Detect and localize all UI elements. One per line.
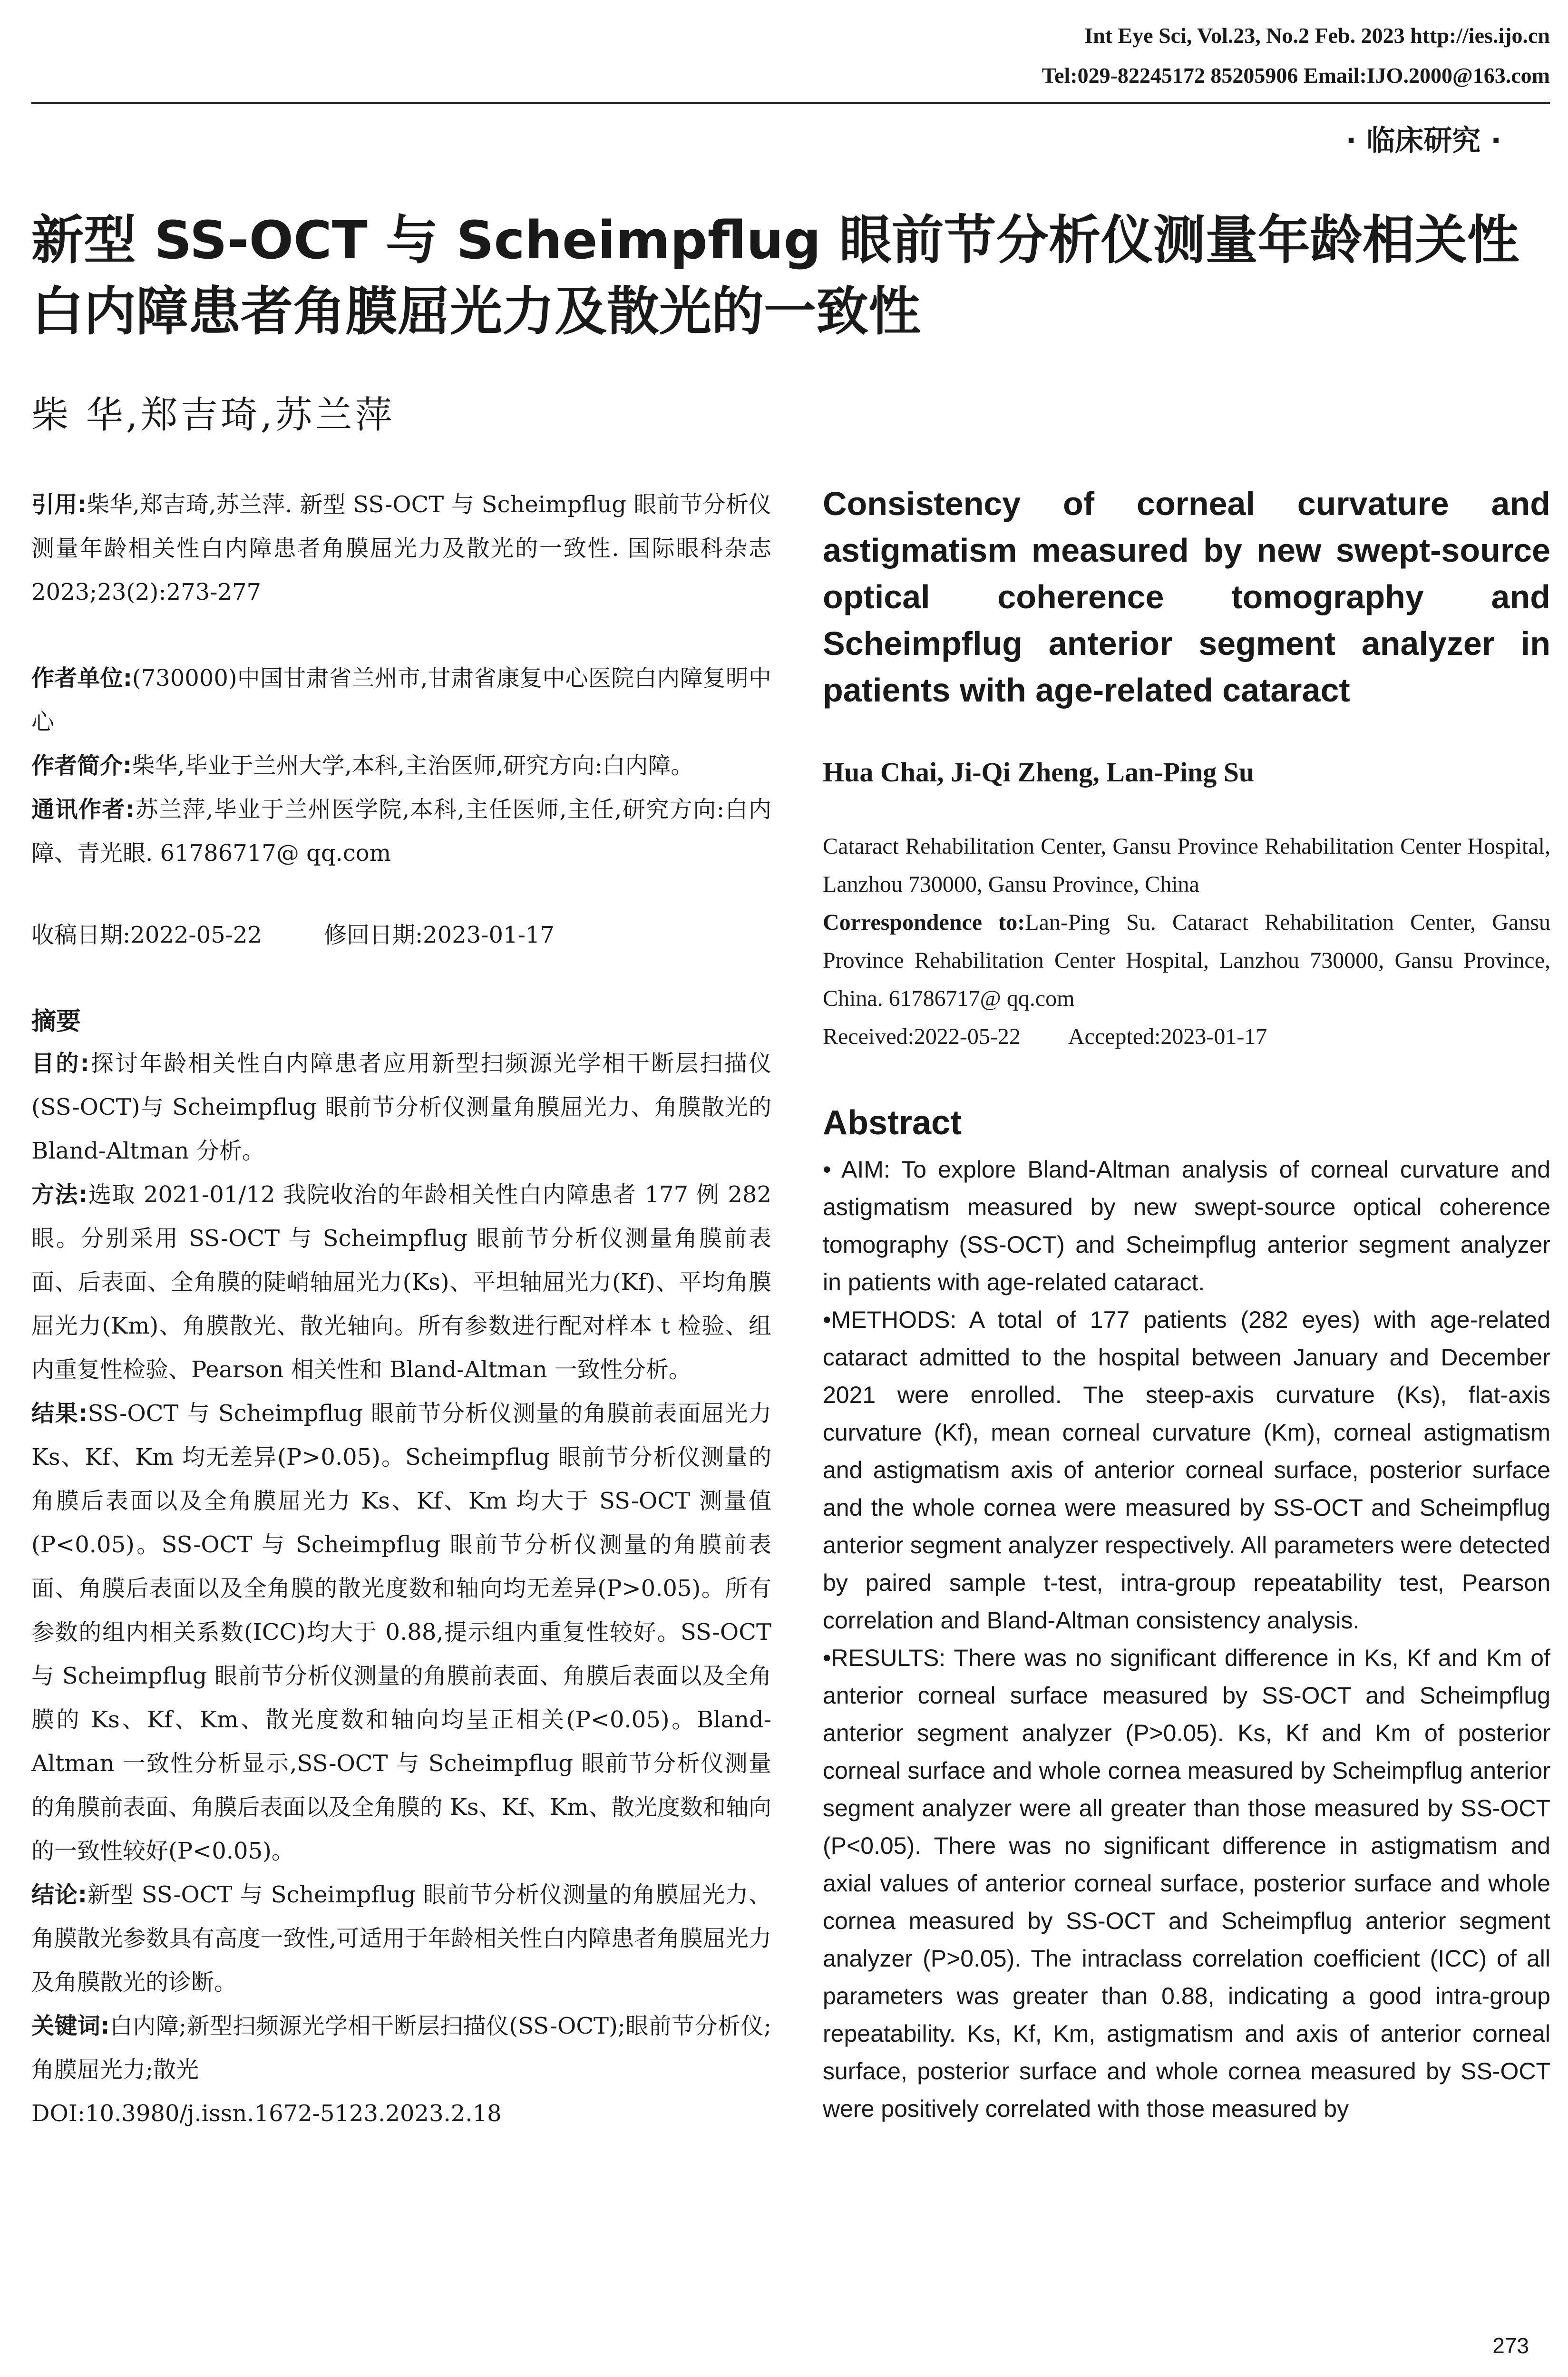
article-title-en: Consistency of corneal curvature and astigmatism measured by new swept-source optical coherence tomography and Scheimpflug anterior segment analyzer in patients with age-related cataract xyxy=(823,485,1550,709)
abstract-methods-zh xyxy=(31,1173,771,1392)
abstract-methods-en xyxy=(823,1301,1550,1639)
revised-label: 修回日期: xyxy=(323,922,423,948)
conclusion-text-zh: 新型 SS-OCT 与 Scheimpflug 眼前节分析仪测量的角膜屈光力、角膜散光参数具有高度一致性,可适用于年龄相关性白内障患者角膜屈光力及角膜散光的诊断。 xyxy=(31,1881,771,1996)
aim-text-zh: 探讨年龄相关性白内障患者应用新型扫频源光学相干断层扫描仪(SS-OCT)与 Scheimpflug 眼前节分析仪测量角膜屈光力、角膜散光的 Bland-Altman 分析。 xyxy=(31,1050,771,1164)
keywords-text-zh: 白内障;新型扫频源光学相干断层扫描仪(SS-OCT);眼前节分析仪;角膜屈光力;散光 xyxy=(31,2013,771,2083)
citation-label: 引用: xyxy=(31,491,87,518)
section-label: · 临床研究 · xyxy=(1345,124,1501,157)
author-info-block xyxy=(31,656,771,875)
abstract-results-en xyxy=(823,1639,1550,2128)
aim-label-en: • AIM: xyxy=(823,1156,890,1183)
affiliation-en: Cataract Rehabilitation Center, Gansu Province Rehabilitation Center Hospital, Lanzhou 730000, Gansu Province, China xyxy=(823,834,1550,897)
correspondence-en xyxy=(823,904,1550,1018)
author-bio-text: 柴华,毕业于兰州大学,本科,主治医师,研究方向:白内障。 xyxy=(132,752,694,779)
abstract-heading-zh: 摘要 xyxy=(31,1007,81,1036)
author-bio xyxy=(31,744,771,788)
aim-label-zh: 目的: xyxy=(31,1050,89,1077)
journal-contact-line: Tel:029-82245172 85205906 Email:IJO.2000@163.com xyxy=(1042,63,1550,88)
authors-en: Hua Chai, Ji-Qi Zheng, Lan-Ping Su xyxy=(823,757,1255,788)
author-unit xyxy=(31,656,771,744)
abstract-aim-zh xyxy=(31,1042,771,1173)
correspondence-label-en: Correspondence to: xyxy=(823,910,1025,935)
methods-text-en: A total of 177 patients (282 eyes) with age-related cataract admitted to the hospital between January and December 2021 were enrolled. The steep-axis curvature (Ks), flat-axis curvature (Kf), mean corneal curvature (Km), corneal astigmatism and astigmatism axis of anterior corneal surface, posterior surface and the whole cornea were measured by SS-OCT and Scheimpflug anterior segment analyzer respectively. All parameters were detected by paired sample t-test, intra-group repeatability test, Pearson correlation and Bland-Altman consistency analysis. xyxy=(823,1306,1551,1634)
aim-text-en: To explore Bland-Altman analysis of corneal curvature and astigmatism measured by new swept-source optical coherence tomography (SS-OCT) and Scheimpflug anterior segment analyzer in patients with age-related cataract. xyxy=(823,1156,1551,1296)
abstract-aim-en xyxy=(823,1151,1550,1301)
author-unit-text: (730000)中国甘肃省兰州市,甘肃省康复中心医院白内障复明中心 xyxy=(31,665,771,735)
author-bio-label: 作者简介: xyxy=(31,752,132,779)
citation-text: 柴华,郑吉琦,苏兰萍. 新型 SS-OCT 与 Scheimpflug 眼前节分析仪测量年龄相关性白内障患者角膜屈光力及散光的一致性. 国际眼科杂志 2023;23(2):273-277 xyxy=(31,491,771,605)
correspondence-text-en: Lan-Ping Su. Cataract Rehabilitation Center, Gansu Province Rehabilitation Center Hospital, Lanzhou 730000, Gansu Province, China. 61786717@ qq.com xyxy=(823,910,1551,1011)
corresponding-author-label: 通讯作者: xyxy=(31,796,135,823)
accepted-en: Accepted:2023-01-17 xyxy=(1068,1024,1267,1049)
methods-label-zh: 方法: xyxy=(31,1181,88,1208)
results-label-zh: 结果: xyxy=(31,1400,88,1427)
results-label-en: •RESULTS: xyxy=(823,1645,946,1671)
doi[interactable]: DOI:10.3980/j.issn.1672-5123.2023.2.18 xyxy=(31,2100,502,2127)
header-rule xyxy=(31,102,1550,104)
methods-label-en: •METHODS: xyxy=(823,1306,957,1333)
dates-en xyxy=(823,1018,1550,1056)
affiliation-en-block xyxy=(823,828,1550,1056)
abstract-conclusion-zh xyxy=(31,1873,771,2004)
abstract-en xyxy=(823,1151,1550,2128)
abstract-zh xyxy=(31,1042,771,2135)
revised-date: 2023-01-17 xyxy=(423,922,555,948)
corresponding-author-text: 苏兰萍,毕业于兰州医学院,本科,主任医师,主任,研究方向:白内障、青光眼. 61786717@ qq.com xyxy=(31,796,771,867)
page-number: 273 xyxy=(1492,2333,1529,2358)
authors-zh: 柴 华,郑吉琦,苏兰萍 xyxy=(31,394,395,437)
corresponding-author xyxy=(31,788,771,875)
results-text-en: There was no significant difference in Ks, Kf and Km of anterior corneal surface measured by SS-OCT and Scheimpflug anterior segment analyzer (P>0.05). Ks, Kf and Km of posterior corneal surface and whole cornea measured by Scheimpflug anterior segment analyzer were all greater than those measured by SS-OCT (P<0.05). There was no significant difference in astigmatism and axial values of anterior corneal surface, posterior surface and whole cornea measured by SS-OCT and Scheimpflug anterior segment analyzer (P>0.05). The intraclass correlation coefficient (ICC) of all parameters was greater than 0.88, indicating a good intra-group repeatability. Ks, Kf, Km, astigmatism and axis of anterior corneal surface, posterior surface and whole cornea measured by SS-OCT were positively correlated with those measured by xyxy=(823,1645,1550,2122)
author-unit-label: 作者单位: xyxy=(31,665,132,692)
received-date: 2022-05-22 xyxy=(130,922,262,948)
results-text-zh: SS-OCT 与 Scheimpflug 眼前节分析仪测量的角膜前表面屈光力 Ks、Kf、Km 均无差异(P>0.05)。Scheimpflug 眼前节分析仪测量的角膜后表面以及全角膜屈光力 Ks、Kf、Km 均大于 SS-OCT 测量值(P<0.05)。SS-OCT 与 Scheimpflug 眼前节分析仪测量的角膜前表面、角膜后表面以及全角膜的散光度数和轴向均无差异(P>0.05)。所有参数的组内相关系数(ICC)均大于 0.88,提示组内重复性较好。SS-OCT 与 Scheimpflug 眼前节分析仪测量的角膜前表面、角膜后表面以及全角膜的 Ks、Kf、Km、散光度数和轴向均呈正相关(P<0.05)。Bland-Altman 一致性分析显示,SS-OCT 与 Scheimpflug 眼前节分析仪测量的角膜前表面、角膜后表面以及全角膜的 Ks、Kf、Km、散光度数和轴向的一致性较好(P<0.05)。 xyxy=(31,1400,771,1864)
keywords-zh xyxy=(31,2004,771,2092)
abstract-results-zh xyxy=(31,1392,771,1873)
journal-header-line: Int Eye Sci, Vol.23, No.2 Feb. 2023 http://ies.ijo.cn xyxy=(1084,23,1550,48)
conclusion-label-zh: 结论: xyxy=(31,1881,87,1908)
citation-block xyxy=(31,483,771,614)
dates-line xyxy=(31,913,771,957)
received-label: 收稿日期: xyxy=(31,922,131,948)
methods-text-zh: 选取 2021-01/12 我院收治的年龄相关性白内障患者 177 例 282 眼。分别采用 SS-OCT 与 Scheimpflug 眼前节分析仪测量角膜前表面、后表面、全角膜的陡峭轴屈光力(Ks)、平坦轴屈光力(Kf)、平均角膜屈光力(Km)、角膜散光、散光轴向。所有参数进行配对样本 t 检验、组内重复性检验、Pearson 相关性和 Bland-Altman 一致性分析。 xyxy=(31,1181,771,1383)
abstract-heading-en: Abstract xyxy=(823,1104,962,1142)
keywords-label-zh: 关键词: xyxy=(31,2013,110,2039)
received-en: Received:2022-05-22 xyxy=(823,1024,1021,1049)
article-title-zh: 新型 SS-OCT 与 Scheimpflug 眼前节分析仪测量年龄相关性白内障患者角膜屈光力及散光的一致性 xyxy=(31,210,1519,342)
